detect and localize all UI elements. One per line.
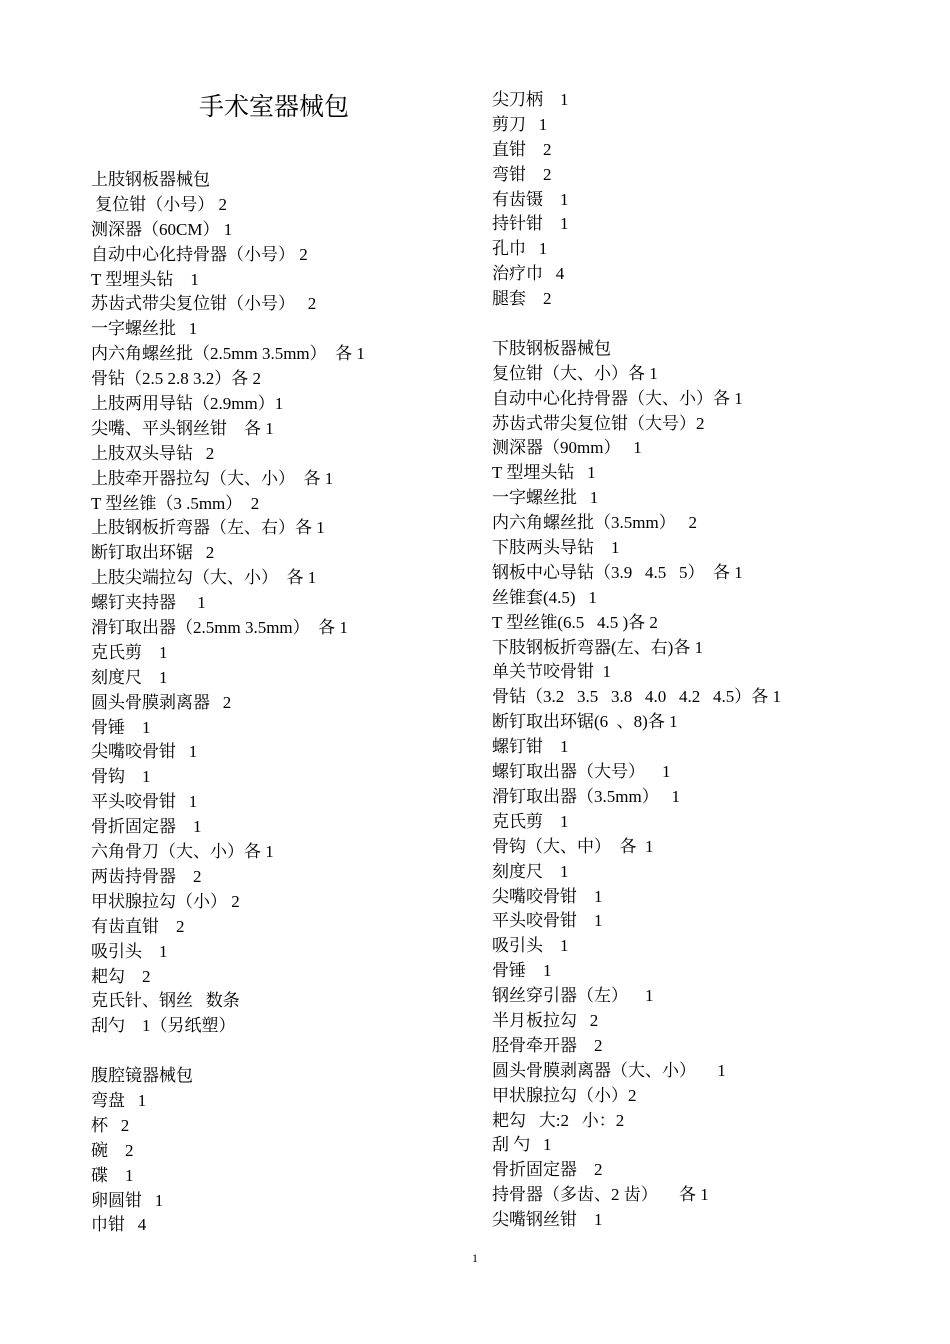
instrument-list-item: 上肢牵开器拉勾（大、小） 各 1 xyxy=(91,468,334,488)
instrument-list-item: 下肢钢板折弯器(左、右)各 1 xyxy=(492,637,704,657)
section-heading-laparoscope: 腹腔镜器械包 xyxy=(91,1066,193,1087)
instrument-list-item: 骨折固定器 2 xyxy=(492,1160,603,1180)
lower-limb-item-list xyxy=(492,362,932,1233)
instrument-list-item: 骨钻（3.2 3.5 3.8 4.0 4.2 4.5）各 1 xyxy=(492,687,781,707)
instrument-list-item: 持骨器（多齿、2 齿） 各 1 xyxy=(492,1185,709,1205)
instrument-list-item: 尖嘴、平头钢丝钳 各 1 xyxy=(91,418,274,438)
instrument-list-item: 胫骨牵开器 2 xyxy=(492,1035,603,1055)
instrument-list-item: 螺钉取出器（大号） 1 xyxy=(492,762,671,782)
instrument-list-item: 碗 2 xyxy=(91,1140,134,1160)
instrument-list-item: 弯盘 1 xyxy=(91,1090,147,1110)
instrument-list-item: 有齿镊 1 xyxy=(492,189,569,209)
section-gap xyxy=(492,312,932,337)
instrument-list-item: 腿套 2 xyxy=(492,289,552,309)
instrument-list-item: 甲状腺拉勾（小）2 xyxy=(492,1085,637,1105)
instrument-list-item: 丝锥套(4.5) 1 xyxy=(492,587,597,607)
instrument-list-item: 刻度尺 1 xyxy=(91,667,168,687)
instrument-list-item: 刻度尺 1 xyxy=(492,861,569,881)
instrument-list-item: 复位钳（大、小）各 1 xyxy=(492,363,658,383)
section-heading-lower-limb: 下肢钢板器械包 xyxy=(492,338,611,359)
instrument-list-item: 上肢钢板折弯器（左、右）各 1 xyxy=(91,518,325,538)
instrument-list-item: 苏齿式带尖复位钳（大号）2 xyxy=(492,413,705,433)
instrument-list-item: T 型丝锥（3 .5mm） 2 xyxy=(91,493,260,513)
instrument-list-item: 钢丝穿引器（左） 1 xyxy=(492,986,654,1006)
instrument-list-item: 复位钳（小号） 2 xyxy=(91,194,227,214)
instrument-list-item: T 型丝锥(6.5 4.5 )各 2 xyxy=(492,612,658,632)
instrument-list-item: 骨钻（2.5 2.8 3.2）各 2 xyxy=(91,369,261,389)
instrument-list-item: 尖嘴咬骨钳 1 xyxy=(492,886,603,906)
instrument-list-item: 滑钉取出器（2.5mm 3.5mm） 各 1 xyxy=(91,618,348,638)
instrument-list-item: 自动中心化持骨器（大、小）各 1 xyxy=(492,388,743,408)
instrument-list-item: 平头咬骨钳 1 xyxy=(492,911,603,931)
instrument-list-item: 杯 2 xyxy=(91,1115,130,1135)
instrument-list-item: 上肢两用导钻（2.9mm）1 xyxy=(91,394,284,414)
instrument-list-item: 六角骨刀（大、小）各 1 xyxy=(91,842,274,862)
instrument-list-item: 克氏针、钢丝 数条 xyxy=(91,991,240,1011)
laparoscope-item-list xyxy=(91,1089,471,1238)
instrument-list-item: 甲状腺拉勾（小） 2 xyxy=(91,891,240,911)
laparoscope-item-list-continued xyxy=(492,88,932,312)
instrument-list-item: 吸引头 1 xyxy=(492,936,569,956)
instrument-list-item: 一字螺丝批 1 xyxy=(492,488,599,508)
instrument-list-item: T 型埋头钻 1 xyxy=(91,269,199,289)
instrument-list-item: 上肢双头导钻 2 xyxy=(91,443,215,463)
instrument-list-item: 吸引头 1 xyxy=(91,941,168,961)
instrument-list-item: 骨锤 1 xyxy=(492,961,552,981)
right-column xyxy=(492,88,932,1233)
instrument-list-item: 克氏剪 1 xyxy=(91,642,168,662)
instrument-list-item: 螺钉夹持器 1 xyxy=(91,593,206,613)
instrument-list-item: 治疗巾 4 xyxy=(492,264,565,284)
instrument-list-item: T 型埋头钻 1 xyxy=(492,463,596,483)
instrument-list-item: 滑钉取出器（3.5mm） 1 xyxy=(492,786,680,806)
instrument-list-item: 碟 1 xyxy=(91,1165,134,1185)
instrument-list-item: 克氏剪 1 xyxy=(492,811,569,831)
instrument-list-item: 内六角螺丝批（3.5mm） 2 xyxy=(492,513,697,533)
instrument-list-item: 平头咬骨钳 1 xyxy=(91,792,198,812)
instrument-list-item: 圆头骨膜剥离器（大、小） 1 xyxy=(492,1060,726,1080)
instrument-list-item: 钢板中心导钻（3.9 4.5 5） 各 1 xyxy=(492,562,743,582)
instrument-list-item: 单关节咬骨钳 1 xyxy=(492,662,611,682)
instrument-list-item: 弯钳 2 xyxy=(492,164,552,184)
instrument-list-item: 内六角螺丝批（2.5mm 3.5mm） 各 1 xyxy=(91,344,365,364)
instrument-list-item: 上肢尖端拉勾（大、小） 各 1 xyxy=(91,568,317,588)
instrument-list-item: 圆头骨膜剥离器 2 xyxy=(91,692,232,712)
instrument-list-item: 断钉取出环锯 2 xyxy=(91,543,215,563)
instrument-list-item: 骨锤 1 xyxy=(91,717,151,737)
instrument-list-item: 骨钩（大、中） 各 1 xyxy=(492,836,654,856)
instrument-list-item: 有齿直钳 2 xyxy=(91,916,185,936)
instrument-list-item: 两齿持骨器 2 xyxy=(91,866,202,886)
instrument-list-item: 尖嘴钢丝钳 1 xyxy=(492,1210,603,1230)
instrument-list-item: 测深器（90mm） 1 xyxy=(492,438,642,458)
instrument-list-item: 耙勾 大:2 小：2 xyxy=(492,1110,625,1130)
page-number: 1 xyxy=(472,1251,478,1265)
instrument-list-item: 断钉取出环锯(6 、8)各 1 xyxy=(492,712,678,732)
instrument-list-item: 卵圆钳 1 xyxy=(91,1190,164,1210)
page-title: 手术室器械包 xyxy=(198,92,349,121)
instrument-list-item: 孔巾 1 xyxy=(492,239,548,259)
instrument-list-item: 耙勾 2 xyxy=(91,966,151,986)
instrument-list-item: 尖嘴咬骨钳 1 xyxy=(91,742,198,762)
instrument-list-item: 螺钉钳 1 xyxy=(492,737,569,757)
instrument-list-item: 骨折固定器 1 xyxy=(91,817,202,837)
instrument-list-item: 剪刀 1 xyxy=(492,114,548,134)
instrument-list-item: 半月板拉勾 2 xyxy=(492,1010,599,1030)
instrument-list-item: 下肢两头导钻 1 xyxy=(492,538,620,558)
instrument-list-item: 尖刀柄 1 xyxy=(492,90,569,109)
instrument-list-item: 骨钩 1 xyxy=(91,767,151,787)
section-gap xyxy=(91,1039,471,1064)
instrument-list-item: 苏齿式带尖复位钳（小号） 2 xyxy=(91,294,317,314)
instrument-list-item: 自动中心化持骨器（小号） 2 xyxy=(91,244,308,264)
instrument-list-item: 刮勺 1（另纸塑） xyxy=(91,1016,236,1036)
instrument-list-item: 巾钳 4 xyxy=(91,1215,147,1235)
instrument-list-item: 测深器（60CM） 1 xyxy=(91,219,233,239)
instrument-list-item: 持针钳 1 xyxy=(492,214,569,234)
left-column xyxy=(91,88,471,1238)
section-heading-upper-limb: 上肢钢板器械包 xyxy=(91,170,210,190)
instrument-list-item: 刮 勺 1 xyxy=(492,1135,552,1155)
instrument-list-item: 直钳 2 xyxy=(492,139,552,159)
upper-limb-item-list xyxy=(91,193,471,1039)
instrument-list-item: 一字螺丝批 1 xyxy=(91,319,198,339)
